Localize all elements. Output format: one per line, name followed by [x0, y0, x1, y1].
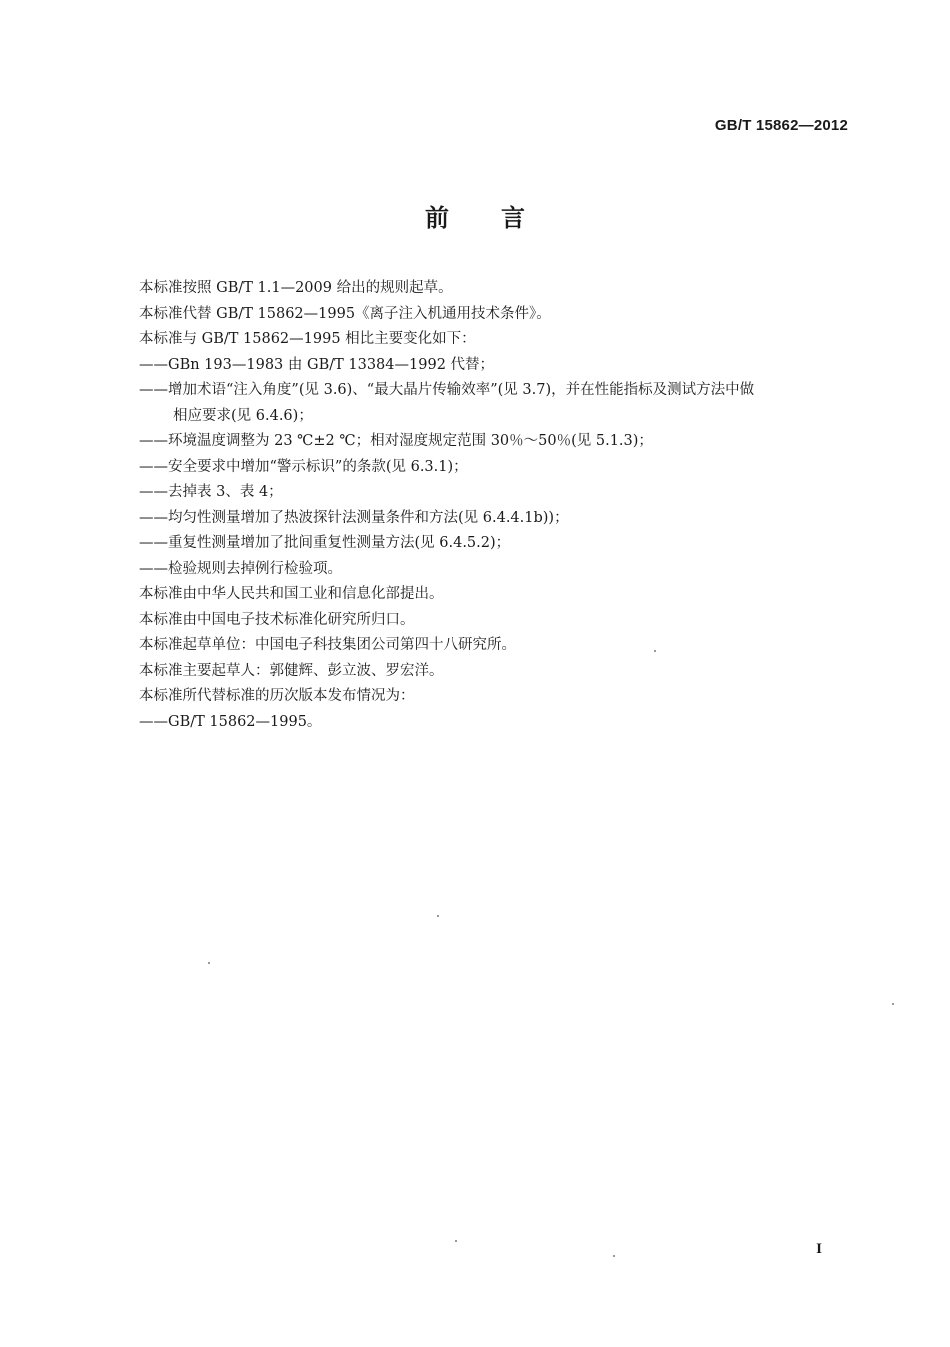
- foreword-line: ——环境温度调整为 23 ℃±2 ℃；相对湿度规定范围 30％～50％(见 5.1.3)；: [139, 433, 653, 449]
- scan-speck: [208, 962, 210, 964]
- foreword-line: 本标准主要起草人：郭健辉、彭立波、罗宏洋。: [139, 662, 444, 679]
- foreword-line: 本标准按照 GB/T 1.1—2009 给出的规则起草。: [139, 280, 453, 296]
- foreword-line: 本标准由中华人民共和国工业和信息化部提出。: [139, 586, 444, 602]
- foreword-line: ——GB/T 15862—1995。: [139, 713, 322, 730]
- foreword-line: 本标准起草单位：中国电子科技集团公司第四十八研究所。: [139, 637, 516, 653]
- foreword-line: 本标准代替 GB/T 15862—1995《离子注入机通用技术条件》。: [139, 305, 551, 322]
- foreword-body: [139, 276, 859, 735]
- standard-code: GB/T 15862—2012: [714, 117, 848, 134]
- page-title: 前言: [425, 203, 577, 232]
- scan-speck: [654, 650, 656, 652]
- scan-speck: [613, 1255, 615, 1257]
- foreword-line: ——安全要求中增加“警示标识”的条款(见 6.3.1)；: [139, 458, 468, 475]
- foreword-line: ——增加术语“注入角度”(见 3.6)、“最大晶片传输效率”(见 3.7)，并在性能指标及测试方法中做: [139, 382, 755, 398]
- foreword-line: ——检验规则去掉例行检验项。: [139, 560, 342, 577]
- foreword-line: 本标准由中国电子技术标准化研究所归口。: [139, 611, 415, 628]
- page-number: I: [816, 1241, 822, 1257]
- scan-speck: [455, 1240, 457, 1242]
- scan-speck: [892, 1003, 894, 1005]
- foreword-line: ——均匀性测量增加了热波探针法测量条件和方法(见 6.4.4.1b))；: [139, 509, 569, 526]
- foreword-line: 相应要求(见 6.4.6)；: [173, 407, 313, 424]
- foreword-line: 本标准所代替标准的历次版本发布情况为：: [139, 688, 415, 704]
- foreword-line: 本标准与 GB/T 15862—1995 相比主要变化如下：: [139, 331, 476, 347]
- foreword-line: ——重复性测量增加了批间重复性测量方法(见 6.4.5.2)；: [139, 535, 511, 551]
- scan-speck: [437, 915, 439, 917]
- foreword-line: ——去掉表 3、表 4；: [139, 484, 283, 500]
- foreword-line: ——GBn 193—1983 由 GB/T 13384—1992 代替；: [139, 356, 495, 373]
